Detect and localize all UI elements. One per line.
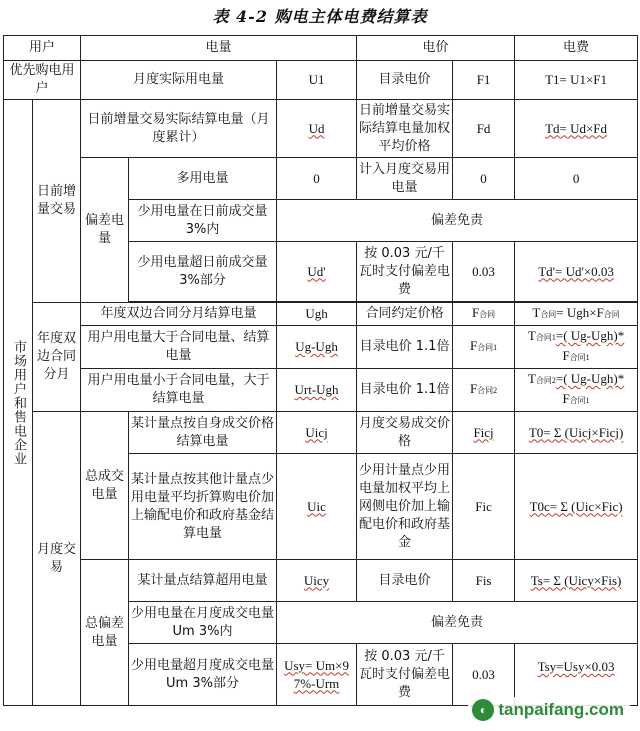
annual-under-desc: 用户用电量小于合同电量，大于结算电量 <box>81 369 277 412</box>
monthly-other-symbol: Uic <box>307 498 326 514</box>
monthly-own-desc: 某计量点按自身成交价格结算电量 <box>129 412 277 454</box>
priority-price-symbol: F1 <box>453 61 515 100</box>
table-row <box>4 412 638 454</box>
dayahead-energy-desc: 日前增量交易实际结算电量（月度累计） <box>81 100 277 158</box>
annual-under-symbol: Urt-Ugh <box>294 382 339 397</box>
monthly-own-price-desc: 月度交易成交价格 <box>357 412 453 454</box>
dayahead-energy-symbol: Ud <box>308 120 325 136</box>
priority-energy-desc: 月度实际用电量 <box>81 61 277 100</box>
dev-over-price-symbol: 0 <box>453 158 515 200</box>
table-row <box>4 100 638 158</box>
header-user: 用户 <box>4 36 81 61</box>
header-row <box>4 36 638 61</box>
header-price: 电价 <box>357 36 515 61</box>
dev-beyond-fee: Td'= Ud'×0.03 <box>538 263 614 279</box>
table-row <box>4 61 638 100</box>
dayahead-price-symbol: Fd <box>453 100 515 158</box>
monthly-own-price-symbol: Ficj <box>473 424 494 440</box>
dev-over-fee: 0 <box>515 158 638 200</box>
monthly-other-fee: T0c= Σ (Uic×Fic) <box>529 498 623 514</box>
leaf-logo-icon: ◐ <box>472 699 494 721</box>
monthly-total-label: 总成交电量 <box>81 412 129 560</box>
monthly-label: 月度交易 <box>33 412 81 706</box>
monthly-within-desc: 少用电量在月度成交电量 Um 3%内 <box>129 602 277 644</box>
market-user-label: 市场用户和售电企业 <box>4 100 33 706</box>
priority-energy-symbol: U1 <box>277 61 357 100</box>
dayahead-deviation-label: 偏差电量 <box>81 158 129 303</box>
priority-user: 优先购电用户 <box>4 61 81 100</box>
dev-beyond-symbol: Ud' <box>307 263 326 279</box>
dev-over-price-desc: 计入月度交易用电量 <box>357 158 453 200</box>
annual-label: 年度双边合同分月 <box>33 303 81 412</box>
monthly-within-note: 偏差免责 <box>277 602 638 644</box>
table-row <box>4 303 638 326</box>
annual-over-price-symbol: F合同1 <box>453 326 515 369</box>
watermark-text: tanpaifang.com <box>498 700 624 719</box>
annual-energy-desc: 年度双边合同分月结算电量 <box>81 303 277 326</box>
annual-price-desc: 合同约定价格 <box>357 303 453 326</box>
table-row <box>4 326 638 369</box>
dev-within-note: 偏差免责 <box>277 200 638 242</box>
monthly-over-price-symbol: Fis <box>453 560 515 602</box>
dayahead-label: 日前增量交易 <box>33 100 81 303</box>
annual-over-symbol: Ug-Ugh <box>295 339 338 354</box>
settlement-table <box>3 35 638 706</box>
dev-beyond-desc: 少用电量超日前成交量 3%部分 <box>129 242 277 302</box>
annual-under-price-desc: 目录电价 1.1倍 <box>357 369 453 412</box>
table-row <box>4 560 638 602</box>
annual-under-fee: T合同2=( Ug-Ugh)* F合同1 <box>515 369 638 412</box>
annual-over-desc: 用户用电量大于合同电量、结算电量 <box>81 326 277 369</box>
dayahead-price-desc: 日前增量交易实际结算电量加权平均价格 <box>357 100 453 158</box>
dev-beyond-price-desc: 按 0.03 元/千瓦时支付偏差电费 <box>357 242 453 302</box>
dev-beyond-price-symbol: 0.03 <box>453 242 515 302</box>
monthly-over-price-desc: 目录电价 <box>357 560 453 602</box>
monthly-other-price-desc: 少用计量点少用电量加权平均上网侧电价加上输配电价和政府基金 <box>357 454 453 560</box>
annual-fee: T合同= Ugh×F合同 <box>515 303 638 326</box>
priority-price-desc: 目录电价 <box>357 61 453 100</box>
header-fee: 电费 <box>515 36 638 61</box>
monthly-beyond-price-symbol: 0.03 <box>453 644 515 706</box>
watermark <box>468 697 630 723</box>
monthly-over-desc: 某计量点结算超用电量 <box>129 560 277 602</box>
table-row <box>4 158 638 200</box>
header-energy: 电量 <box>81 36 357 61</box>
monthly-beyond-desc: 少用电量超月度成交电量 Um 3%部分 <box>129 644 277 706</box>
priority-fee: T1= U1×F1 <box>515 61 638 100</box>
annual-energy-symbol: Ugh <box>277 303 357 326</box>
annual-under-price-symbol: F合同2 <box>453 369 515 412</box>
monthly-over-fee: Ts= Σ (Uicy×Fis) <box>530 572 622 588</box>
monthly-beyond-symbol: Usy= Um×97%-Urm <box>284 657 349 691</box>
dev-over-symbol: 0 <box>277 158 357 200</box>
annual-over-price-desc: 目录电价 1.1倍 <box>357 326 453 369</box>
monthly-beyond-fee: Tsy=Usy×0.03 <box>537 659 615 674</box>
monthly-other-price-symbol: Fic <box>453 454 515 560</box>
dayahead-fee: Td= Ud×Fd <box>545 120 608 136</box>
table-title: 表 4-2 购电主体电费结算表 <box>212 7 428 26</box>
monthly-beyond-price-desc: 按 0.03 元/千瓦时支付偏差电费 <box>357 644 453 706</box>
monthly-own-fee: T0= Σ (Uicj×Ficj) <box>528 424 624 440</box>
table-row <box>4 369 638 412</box>
annual-over-fee: T合同1=( Ug-Ugh)* F合同1 <box>515 326 638 369</box>
monthly-over-symbol: Uicy <box>303 572 330 588</box>
monthly-other-desc: 某计量点按其他计量点少用电量平均折算购电价加上输配电价和政府基金结算电量 <box>129 454 277 560</box>
monthly-own-symbol: Uicj <box>305 424 328 440</box>
monthly-deviation-label: 总偏差电量 <box>81 560 129 706</box>
annual-price-symbol: F合同 <box>453 303 515 326</box>
dev-over-desc: 多用电量 <box>129 158 277 200</box>
dev-within-desc: 少用电量在日前成交量 3%内 <box>129 200 277 242</box>
